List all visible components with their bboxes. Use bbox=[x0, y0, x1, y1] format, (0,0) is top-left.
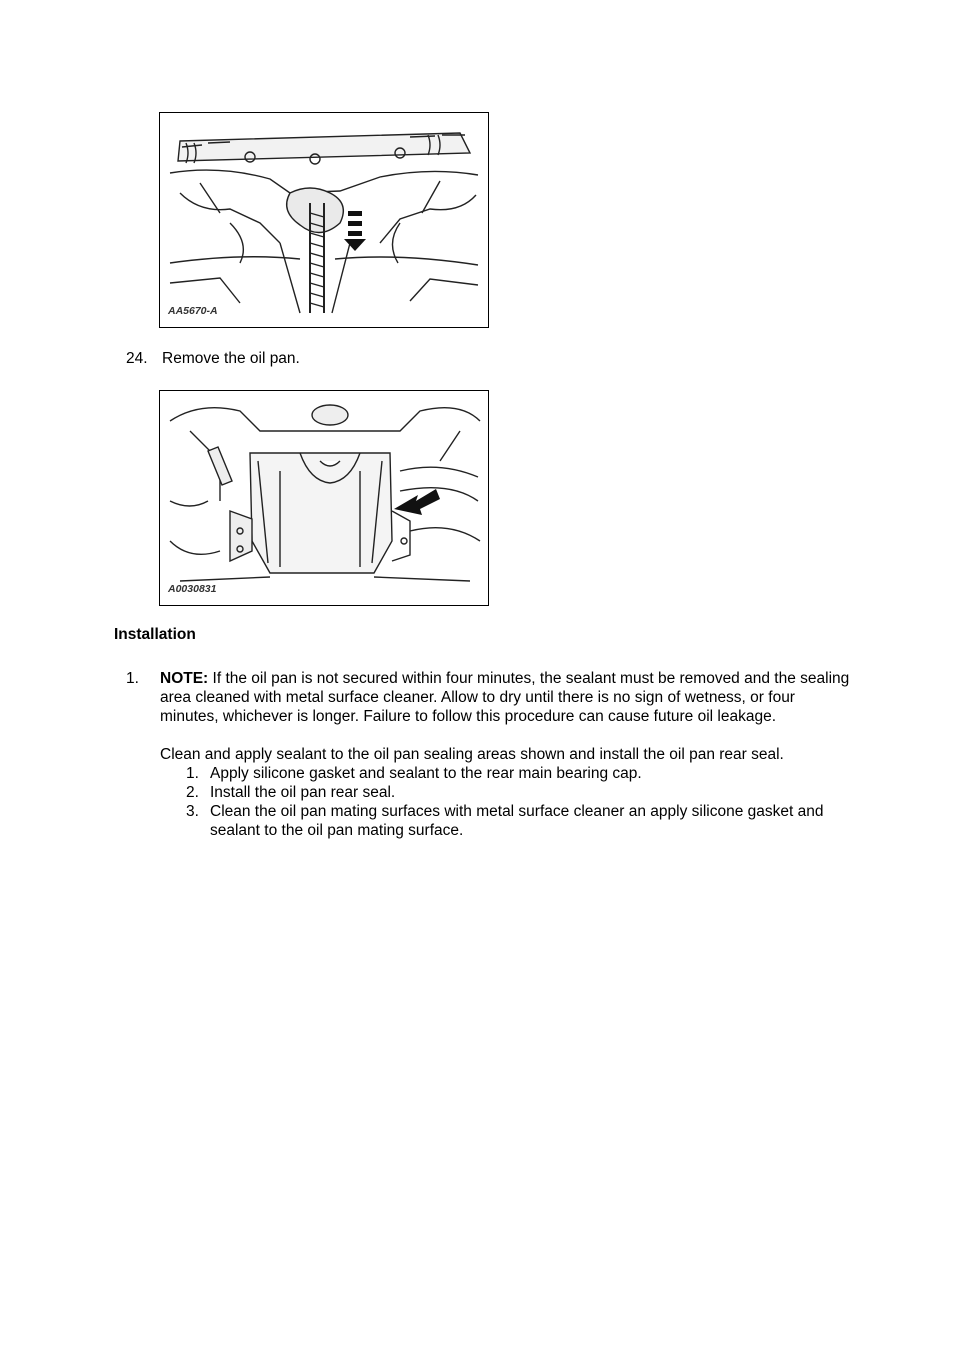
figure-label: AA5670-A bbox=[168, 305, 218, 317]
substep-text: Apply silicone gasket and sealant to the rear main bearing cap. bbox=[210, 765, 642, 782]
substep-number: 2. bbox=[186, 784, 199, 801]
substep-item bbox=[160, 783, 850, 802]
figure-oil-pan bbox=[159, 390, 489, 606]
step-number: 1. bbox=[126, 670, 139, 687]
note-label: NOTE: bbox=[160, 670, 209, 687]
step-intro: Clean and apply sealant to the oil pan sealing areas shown and install the oil pan rear seal. bbox=[160, 746, 784, 763]
illustration-oil-pan bbox=[160, 391, 488, 605]
step-body bbox=[160, 669, 850, 840]
substep-item bbox=[160, 764, 850, 783]
section-heading-installation: Installation bbox=[114, 626, 196, 643]
substep-item bbox=[160, 802, 850, 840]
figure-subframe-support bbox=[159, 112, 489, 328]
substep-number: 1. bbox=[186, 765, 199, 782]
step-number: 24. bbox=[126, 350, 148, 367]
illustration-subframe bbox=[160, 113, 488, 327]
substep-number: 3. bbox=[186, 803, 199, 820]
figure-label: A0030831 bbox=[168, 583, 217, 595]
step-text: Remove the oil pan. bbox=[162, 350, 300, 367]
substep-list bbox=[160, 764, 850, 840]
note bbox=[160, 669, 850, 726]
substep-text: Install the oil pan rear seal. bbox=[210, 784, 396, 801]
substep-text: Clean the oil pan mating surfaces with metal surface cleaner an apply silicone gasket and sealant to the oil pan mating surface. bbox=[210, 803, 824, 839]
note-text: If the oil pan is not secured within four minutes, the sealant must be removed and the sealing area cleaned with metal surface cleaner. Allow to dry until there is no sign of wetness, or four minutes, whichever is longer. Failure to follow this procedure can cause future oil leakage. bbox=[160, 670, 850, 725]
